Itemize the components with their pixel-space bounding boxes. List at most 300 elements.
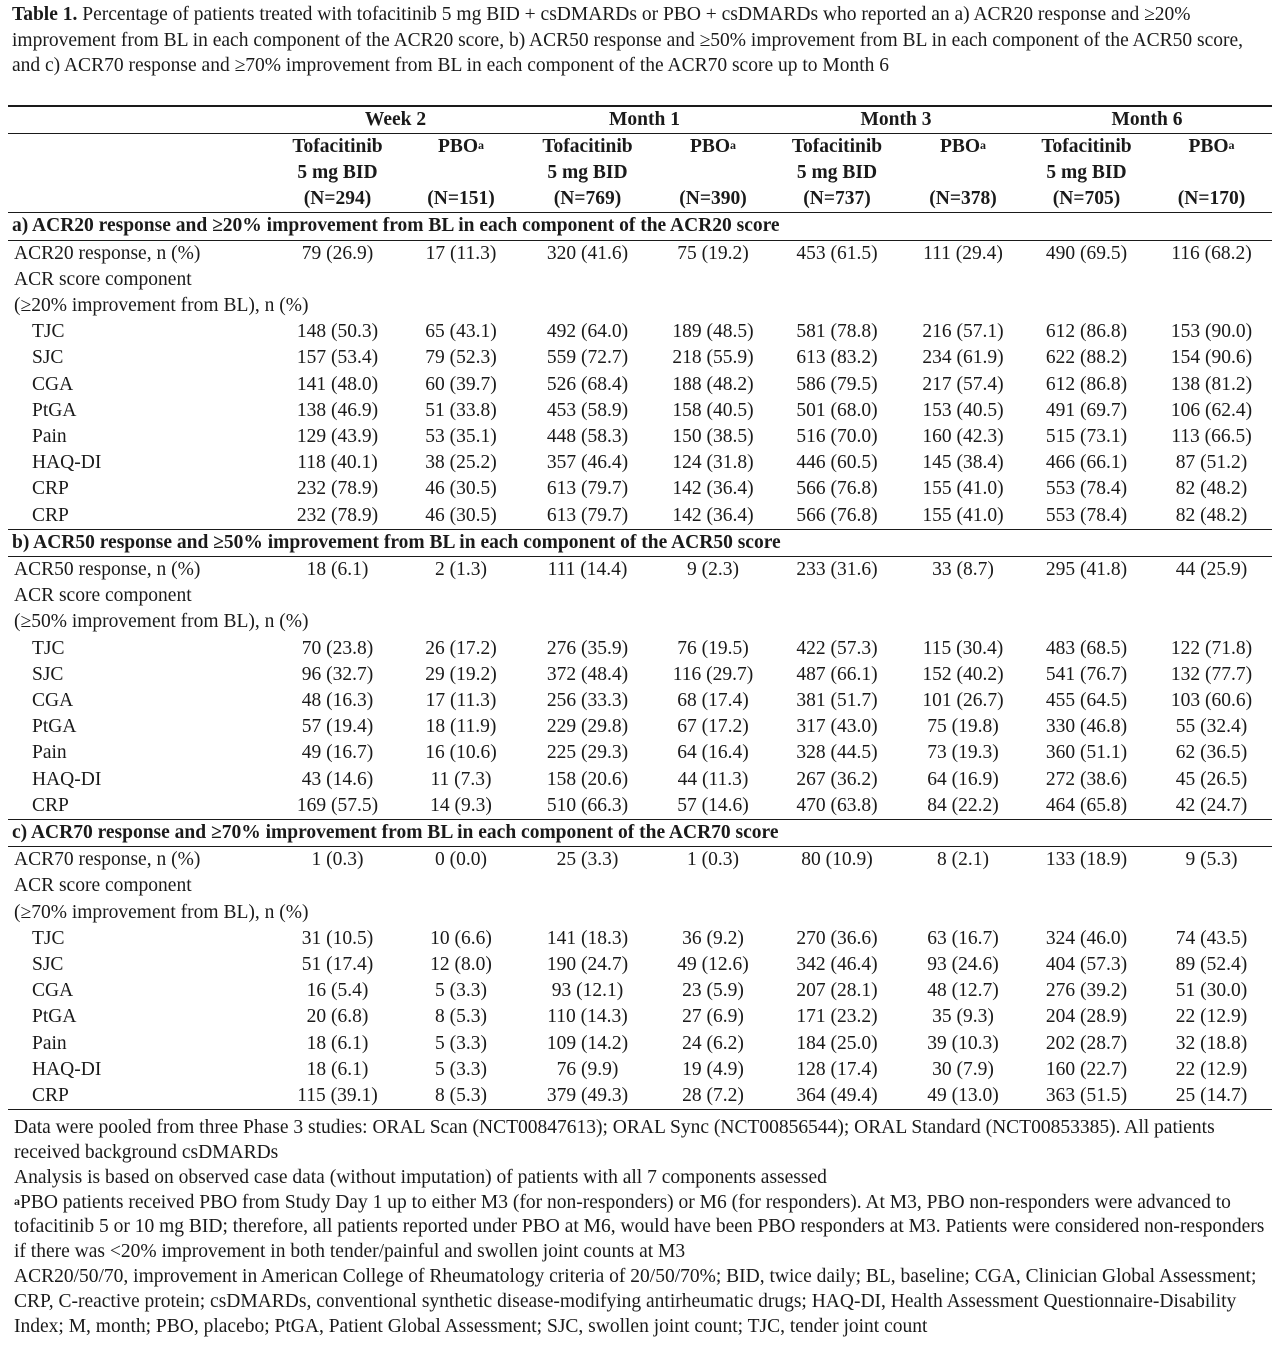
header-n-pbo: (N=170)	[1151, 186, 1272, 213]
header-pbo	[1151, 133, 1272, 160]
row-value: 613 (83.2)	[796, 347, 878, 369]
response-value: 490 (69.5)	[1045, 242, 1128, 264]
table-row	[8, 424, 1272, 450]
row-value: 51 (33.8)	[425, 399, 497, 421]
row-label: CRP	[8, 1083, 272, 1110]
header-n-row	[8, 186, 1272, 213]
row-value: 116 (29.7)	[672, 663, 754, 685]
header-pbo-footnote-mark: a	[1228, 137, 1235, 152]
row-value: 82 (48.2)	[1175, 504, 1248, 526]
row-value: 64 (16.9)	[927, 768, 999, 790]
row-value: 51 (30.0)	[1175, 980, 1248, 1002]
row-value: 101 (26.7)	[922, 689, 1004, 711]
row-value: 448 (58.3)	[546, 425, 629, 447]
table-row	[8, 398, 1272, 424]
table-row	[8, 952, 1272, 978]
component-heading: ACR score component	[14, 585, 192, 607]
row-value: 142 (36.4)	[672, 504, 754, 526]
component-subheading: (≥50% improvement from BL), n (%)	[14, 611, 309, 633]
row-value: 18 (6.1)	[306, 1058, 369, 1080]
row-value: 46 (30.5)	[425, 478, 497, 500]
row-value: 357 (46.4)	[546, 452, 629, 474]
row-value: 44 (11.3)	[677, 768, 749, 790]
row-value: 68 (17.4)	[677, 689, 749, 711]
row-value: 84 (22.2)	[927, 794, 999, 816]
response-value: 9 (5.3)	[1185, 849, 1238, 871]
row-value: 76 (9.9)	[556, 1058, 619, 1080]
row-value: 487 (66.1)	[796, 663, 878, 685]
header-tofacitinib-dose: 5 mg BID	[547, 161, 628, 183]
response-value: 295 (41.8)	[1045, 558, 1128, 580]
row-value: 160 (22.7)	[1045, 1058, 1128, 1080]
component-subheading: (≥20% improvement from BL), n (%)	[14, 294, 309, 316]
row-value: 153 (40.5)	[922, 399, 1004, 421]
row-value: 5 (3.3)	[435, 980, 487, 1002]
row-label: Pain	[32, 742, 67, 764]
header-n-pbo: (N=378)	[904, 186, 1022, 213]
note-footnote-a	[14, 1191, 1266, 1265]
header-pbo-footnote-mark: a	[478, 137, 485, 152]
header-pbo	[904, 133, 1022, 160]
row-value: 17 (11.3)	[425, 689, 497, 711]
row-value: 28 (7.2)	[656, 1083, 770, 1110]
row-value: 155 (41.0)	[922, 504, 1004, 526]
row-label: CGA	[32, 980, 74, 1002]
section-title: a) ACR20 response and ≥20% improvement from BL in each component of the ACR20 score	[8, 213, 1272, 240]
response-value: 111 (29.4)	[923, 242, 1003, 264]
note-pooled-data: Data were pooled from three Phase 3 studies: ORAL Scan (NCT00847613); ORAL Sync (NCT00856544); ORAL Standard (NCT00853385). All patients received background csDMARDs	[14, 1117, 1215, 1163]
row-value: 65 (43.1)	[425, 321, 497, 343]
row-value: 455 (64.5)	[1045, 689, 1128, 711]
row-value: 82 (48.2)	[1175, 478, 1248, 500]
row-value: 42 (24.7)	[1175, 794, 1248, 816]
header-n-tofacitinib: (N=294)	[272, 186, 403, 213]
row-value: 29 (19.2)	[425, 663, 497, 685]
row-value: 612 (86.8)	[1045, 373, 1128, 395]
row-value: 218 (55.9)	[672, 347, 754, 369]
row-value: 73 (19.3)	[927, 742, 999, 764]
response-value: 320 (41.6)	[546, 242, 629, 264]
row-value: 188 (48.2)	[672, 373, 754, 395]
row-value: 234 (61.9)	[922, 347, 1004, 369]
response-value: 17 (11.3)	[425, 242, 497, 264]
component-subheading: (≥70% improvement from BL), n (%)	[14, 901, 309, 923]
row-value: 379 (49.3)	[519, 1083, 656, 1110]
response-value: 18 (6.1)	[306, 558, 369, 580]
row-value: 190 (24.7)	[546, 953, 629, 975]
row-value: 55 (32.4)	[1175, 716, 1248, 738]
row-value: 89 (52.4)	[1175, 953, 1248, 975]
section-title: b) ACR50 response and ≥50% improvement from BL in each component of the ACR50 score	[8, 529, 1272, 556]
footnote-marker: a	[14, 1193, 20, 1208]
row-value: 613 (79.7)	[546, 478, 629, 500]
row-label: CRP	[32, 794, 69, 816]
row-label: HAQ-DI	[32, 452, 102, 474]
component-heading-row	[8, 873, 1272, 899]
row-value: 124 (31.8)	[672, 452, 754, 474]
row-value: 516 (70.0)	[796, 425, 878, 447]
row-value: 60 (39.7)	[425, 373, 497, 395]
row-value: 267 (36.2)	[796, 768, 878, 790]
component-subheading-row	[8, 900, 1272, 926]
header-arm-row-1	[8, 133, 1272, 160]
row-value: 23 (5.9)	[682, 980, 744, 1002]
response-row	[8, 556, 1272, 583]
row-value: 30 (7.9)	[932, 1058, 994, 1080]
response-value: 33 (8.7)	[932, 558, 994, 580]
row-value: 22 (12.9)	[1175, 1006, 1248, 1028]
row-value: 501 (68.0)	[796, 399, 878, 421]
row-value: 225 (29.3)	[546, 742, 629, 764]
table-caption-text: Percentage of patients treated with tofacitinib 5 mg BID + csDMARDs or PBO + csDMARDs who reported an a) ACR20 response and ≥20% improvement from BL in each component of the ACR20 score, b) ACR50 response and ≥50% improvement from BL in each component of the ACR50 score, and c) ACR70 response and ≥70% improvement from BL in each component of the ACR70 score up to Month 6	[12, 4, 1244, 76]
header-group-row	[8, 106, 1272, 134]
header-tofacitinib: Tofacitinib	[292, 135, 383, 157]
table-row	[8, 978, 1272, 1004]
section-title-row	[8, 213, 1272, 240]
row-value: 46 (30.5)	[425, 504, 497, 526]
row-value: 204 (28.9)	[1045, 1006, 1128, 1028]
row-label: CGA	[32, 373, 74, 395]
header-arm-row-2	[8, 160, 1272, 186]
row-value: 128 (17.4)	[796, 1058, 878, 1080]
row-value: 51 (17.4)	[301, 953, 374, 975]
row-value: 49 (12.6)	[677, 953, 749, 975]
header-blank-cell	[403, 160, 519, 186]
row-value: 45 (26.5)	[1175, 768, 1248, 790]
row-value: 53 (35.1)	[425, 425, 497, 447]
results-table	[8, 105, 1272, 1111]
row-value: 364 (49.4)	[770, 1083, 904, 1110]
row-value: 272 (38.6)	[1045, 768, 1128, 790]
row-value: 5 (3.3)	[435, 1032, 487, 1054]
row-value: 324 (46.0)	[1045, 927, 1128, 949]
response-label: ACR70 response, n (%)	[14, 849, 201, 871]
row-value: 622 (88.2)	[1045, 347, 1128, 369]
row-value: 541 (76.7)	[1045, 663, 1128, 685]
table-row	[8, 319, 1272, 345]
row-value: 16 (10.6)	[425, 742, 497, 764]
row-value: 25 (14.7)	[1151, 1083, 1272, 1110]
note-analysis: Analysis is based on observed case data (without imputation) of patients with all 7 components assessed	[14, 1166, 827, 1188]
table-row	[8, 476, 1272, 502]
row-value: 276 (39.2)	[1045, 980, 1128, 1002]
row-value: 559 (72.7)	[546, 347, 629, 369]
header-pbo-label: PBO	[1188, 135, 1229, 157]
section-title-row	[8, 529, 1272, 556]
row-label: CRP	[32, 478, 69, 500]
response-value: 111 (14.4)	[547, 558, 628, 580]
table-row	[8, 793, 1272, 820]
row-value: 232 (78.9)	[296, 478, 379, 500]
row-value: 422 (57.3)	[796, 637, 878, 659]
row-label: TJC	[32, 321, 65, 343]
table-row	[8, 1083, 1272, 1110]
row-value: 404 (57.3)	[1045, 953, 1128, 975]
section-title-row	[8, 819, 1272, 846]
row-value: 515 (73.1)	[1045, 425, 1128, 447]
header-n-tofacitinib: (N=705)	[1022, 186, 1151, 213]
response-value: 1 (0.3)	[687, 849, 739, 871]
row-label: PtGA	[32, 399, 77, 421]
row-value: 142 (36.4)	[672, 478, 754, 500]
row-value: 342 (46.4)	[796, 953, 878, 975]
row-value: 115 (30.4)	[922, 637, 1004, 659]
row-value: 526 (68.4)	[546, 373, 629, 395]
header-n-tofacitinib: (N=769)	[519, 186, 656, 213]
row-value: 18 (11.9)	[425, 716, 497, 738]
table-row	[8, 503, 1272, 530]
row-value: 372 (48.4)	[546, 663, 629, 685]
row-value: 466 (66.1)	[1045, 452, 1128, 474]
row-value: 32 (18.8)	[1175, 1032, 1248, 1054]
row-value: 464 (65.8)	[1045, 794, 1128, 816]
row-value: 270 (36.6)	[796, 927, 878, 949]
row-value: 48 (16.3)	[301, 689, 374, 711]
row-label: PtGA	[32, 716, 77, 738]
row-value: 453 (58.9)	[546, 399, 629, 421]
header-blank-cell	[8, 133, 272, 160]
row-value: 158 (40.5)	[672, 399, 754, 421]
response-value: 0 (0.0)	[435, 849, 487, 871]
row-value: 26 (17.2)	[425, 637, 497, 659]
row-value: 153 (90.0)	[1170, 321, 1253, 343]
response-value: 8 (2.1)	[937, 849, 989, 871]
response-value: 75 (19.2)	[677, 242, 749, 264]
response-value: 79 (26.9)	[301, 242, 374, 264]
note-abbreviations: ACR20/50/70, improvement in American College of Rheumatology criteria of 20/50/70%; BID, twice daily; BL, baseline; CGA, Clinician Global Assessment; CRP, C-reactive protein; csDMARDs, conventional synthetic disease-modifying antirheumatic drugs; HAQ-DI, Health Assessment Questionnaire-Disability Index; M, month; PBO, placebo; PtGA, Patient Global Assessment; SJC, swollen joint count; TJC, tender joint count	[14, 1265, 1257, 1337]
row-label: SJC	[32, 663, 64, 685]
row-value: 39 (10.3)	[927, 1032, 999, 1054]
header-blank-cell	[8, 186, 272, 213]
row-value: 381 (51.7)	[796, 689, 878, 711]
row-value: 152 (40.2)	[922, 663, 1004, 685]
row-value: 171 (23.2)	[796, 1006, 878, 1028]
row-value: 110 (14.3)	[547, 1006, 628, 1028]
header-tofacitinib: Tofacitinib	[1041, 135, 1132, 157]
row-value: 10 (6.6)	[430, 927, 492, 949]
section-title: c) ACR70 response and ≥70% improvement from BL in each component of the ACR70 score	[8, 819, 1272, 846]
row-value: 553 (78.4)	[1045, 478, 1128, 500]
table-row	[8, 636, 1272, 662]
table-row	[8, 926, 1272, 952]
table-row	[8, 1057, 1272, 1083]
header-tofacitinib-dose: 5 mg BID	[796, 161, 878, 183]
row-value: 8 (5.3)	[435, 1006, 487, 1028]
row-value: 470 (63.8)	[796, 794, 878, 816]
response-row	[8, 847, 1272, 874]
row-value: 22 (12.9)	[1175, 1058, 1248, 1080]
response-value: 25 (3.3)	[556, 849, 619, 871]
row-value: 27 (6.9)	[682, 1006, 744, 1028]
row-value: 217 (57.4)	[922, 373, 1004, 395]
row-label: Pain	[32, 1032, 67, 1054]
row-value: 129 (43.9)	[296, 425, 379, 447]
row-value: 43 (14.6)	[301, 768, 374, 790]
row-value: 12 (8.0)	[430, 953, 492, 975]
row-label: CGA	[32, 689, 74, 711]
header-blank-cell	[8, 106, 272, 134]
row-value: 8 (5.3)	[403, 1083, 519, 1110]
table-row	[8, 714, 1272, 740]
row-label: TJC	[32, 637, 65, 659]
row-label: TJC	[32, 927, 65, 949]
row-value: 446 (60.5)	[796, 452, 878, 474]
table-row	[8, 1004, 1272, 1030]
table-row	[8, 1031, 1272, 1057]
header-tofacitinib-dose: 5 mg BID	[297, 161, 378, 183]
header-pbo	[403, 133, 519, 160]
row-value: 11 (7.3)	[430, 768, 492, 790]
row-value: 57 (19.4)	[301, 716, 374, 738]
table-caption	[12, 0, 1272, 79]
response-label: ACR50 response, n (%)	[14, 558, 201, 580]
response-value: 453 (61.5)	[796, 242, 878, 264]
row-value: 70 (23.8)	[301, 637, 374, 659]
header-blank-cell	[8, 160, 272, 186]
row-value: 613 (79.7)	[546, 504, 629, 526]
row-value: 20 (6.8)	[306, 1006, 369, 1028]
response-value: 9 (2.3)	[687, 558, 739, 580]
component-subheading-row	[8, 293, 1272, 319]
header-n-tofacitinib: (N=737)	[770, 186, 904, 213]
response-value: 1 (0.3)	[311, 849, 364, 871]
header-tofacitinib-dose: 5 mg BID	[1046, 161, 1127, 183]
row-value: 118 (40.1)	[297, 452, 378, 474]
row-value: 16 (5.4)	[306, 980, 369, 1002]
row-value: 138 (46.9)	[296, 399, 379, 421]
header-pbo-label: PBO	[437, 135, 479, 157]
row-value: 19 (4.9)	[682, 1058, 744, 1080]
row-value: 36 (9.2)	[682, 927, 744, 949]
header-timepoint: Month 1	[519, 106, 770, 134]
header-pbo-label: PBO	[689, 135, 731, 157]
row-value: 189 (48.5)	[672, 321, 754, 343]
row-value: 63 (16.7)	[927, 927, 999, 949]
response-row	[8, 240, 1272, 267]
row-value: 74 (43.5)	[1175, 927, 1248, 949]
response-value: 116 (68.2)	[1171, 242, 1252, 264]
response-value: 233 (31.6)	[796, 558, 878, 580]
row-value: 49 (13.0)	[904, 1083, 1022, 1110]
row-value: 103 (60.6)	[1170, 689, 1253, 711]
row-value: 35 (9.3)	[932, 1006, 994, 1028]
row-value: 169 (57.5)	[296, 794, 379, 816]
row-value: 14 (9.3)	[430, 794, 492, 816]
row-value: 492 (64.0)	[546, 321, 629, 343]
row-value: 491 (69.7)	[1045, 399, 1128, 421]
table-row	[8, 767, 1272, 793]
row-label: Pain	[32, 425, 67, 447]
table-row	[8, 345, 1272, 371]
row-value: 360 (51.1)	[1045, 742, 1128, 764]
row-label: SJC	[32, 347, 64, 369]
row-value: 158 (20.6)	[546, 768, 629, 790]
row-value: 202 (28.7)	[1045, 1032, 1128, 1054]
response-value: 80 (10.9)	[801, 849, 873, 871]
row-value: 216 (57.1)	[922, 321, 1004, 343]
row-value: 75 (19.8)	[927, 716, 999, 738]
row-label: HAQ-DI	[32, 1058, 102, 1080]
row-value: 87 (51.2)	[1175, 452, 1248, 474]
row-value: 18 (6.1)	[306, 1032, 369, 1054]
table-row	[8, 450, 1272, 476]
header-blank-cell	[904, 160, 1022, 186]
table-caption-label: Table 1.	[12, 4, 78, 25]
row-value: 148 (50.3)	[296, 321, 379, 343]
row-value: 155 (41.0)	[922, 478, 1004, 500]
row-value: 106 (62.4)	[1170, 399, 1253, 421]
row-value: 612 (86.8)	[1045, 321, 1128, 343]
row-value: 38 (25.2)	[425, 452, 497, 474]
row-value: 581 (78.8)	[796, 321, 878, 343]
header-timepoint: Week 2	[272, 106, 519, 134]
header-pbo-label: PBO	[939, 135, 981, 157]
row-value: 566 (76.8)	[796, 504, 878, 526]
component-heading: ACR score component	[14, 268, 192, 290]
row-value: 276 (35.9)	[546, 637, 629, 659]
response-label: ACR20 response, n (%)	[14, 242, 201, 264]
row-value: 317 (43.0)	[796, 716, 878, 738]
row-value: 79 (52.3)	[425, 347, 497, 369]
row-value: 48 (12.7)	[927, 980, 999, 1002]
row-value: 232 (78.9)	[296, 504, 379, 526]
row-value: 363 (51.5)	[1022, 1083, 1151, 1110]
row-value: 328 (44.5)	[796, 742, 878, 764]
row-value: 145 (38.4)	[922, 452, 1004, 474]
header-blank-cell	[656, 160, 770, 186]
header-timepoint: Month 6	[1022, 106, 1272, 134]
row-value: 157 (53.4)	[296, 347, 379, 369]
row-value: 184 (25.0)	[796, 1032, 878, 1054]
header-tofacitinib: Tofacitinib	[791, 135, 883, 157]
row-value: 160 (42.3)	[922, 425, 1004, 447]
response-value: 133 (18.9)	[1045, 849, 1128, 871]
row-value: 229 (29.8)	[546, 716, 629, 738]
row-value: 154 (90.6)	[1170, 347, 1253, 369]
table-row	[8, 662, 1272, 688]
row-value: 93 (12.1)	[551, 980, 624, 1002]
row-label: PtGA	[32, 1006, 77, 1028]
component-heading-row	[8, 583, 1272, 609]
row-label: CRP	[32, 504, 69, 526]
row-value: 67 (17.2)	[677, 716, 749, 738]
header-pbo-footnote-mark: a	[980, 137, 987, 152]
row-value: 5 (3.3)	[435, 1058, 487, 1080]
row-value: 141 (48.0)	[296, 373, 379, 395]
response-value: 2 (1.3)	[435, 558, 487, 580]
footnote-a-text: PBO patients received PBO from Study Day 1 up to either M3 (for non-responders) or M6 (for responders). At M3, PBO non-responders were advanced to tofacitinib 5 or 10 mg BID; therefore, all patients reported under PBO at M6, would have been PBO responders at M3. Patients were considered non-responders if there was <20% improvement in both tender/painful and swollen joint counts at M3	[14, 1191, 1265, 1263]
row-value: 113 (66.5)	[1171, 425, 1252, 447]
row-value: 109 (14.2)	[546, 1032, 629, 1054]
table-row	[8, 372, 1272, 398]
header-timepoint: Month 3	[770, 106, 1022, 134]
header-blank-cell	[1151, 160, 1272, 186]
header-pbo	[656, 133, 770, 160]
row-value: 483 (68.5)	[1045, 637, 1128, 659]
row-value: 256 (33.3)	[546, 689, 629, 711]
header-n-pbo: (N=151)	[403, 186, 519, 213]
row-value: 132 (77.7)	[1170, 663, 1253, 685]
component-heading-row	[8, 267, 1272, 293]
row-value: 566 (76.8)	[796, 478, 878, 500]
row-value: 49 (16.7)	[301, 742, 374, 764]
header-tofacitinib: Tofacitinib	[542, 135, 633, 157]
header-pbo-footnote-mark: a	[730, 137, 737, 152]
row-label: SJC	[32, 953, 64, 975]
row-value: 207 (28.1)	[796, 980, 878, 1002]
row-value: 31 (10.5)	[301, 927, 374, 949]
row-value: 586 (79.5)	[796, 373, 878, 395]
